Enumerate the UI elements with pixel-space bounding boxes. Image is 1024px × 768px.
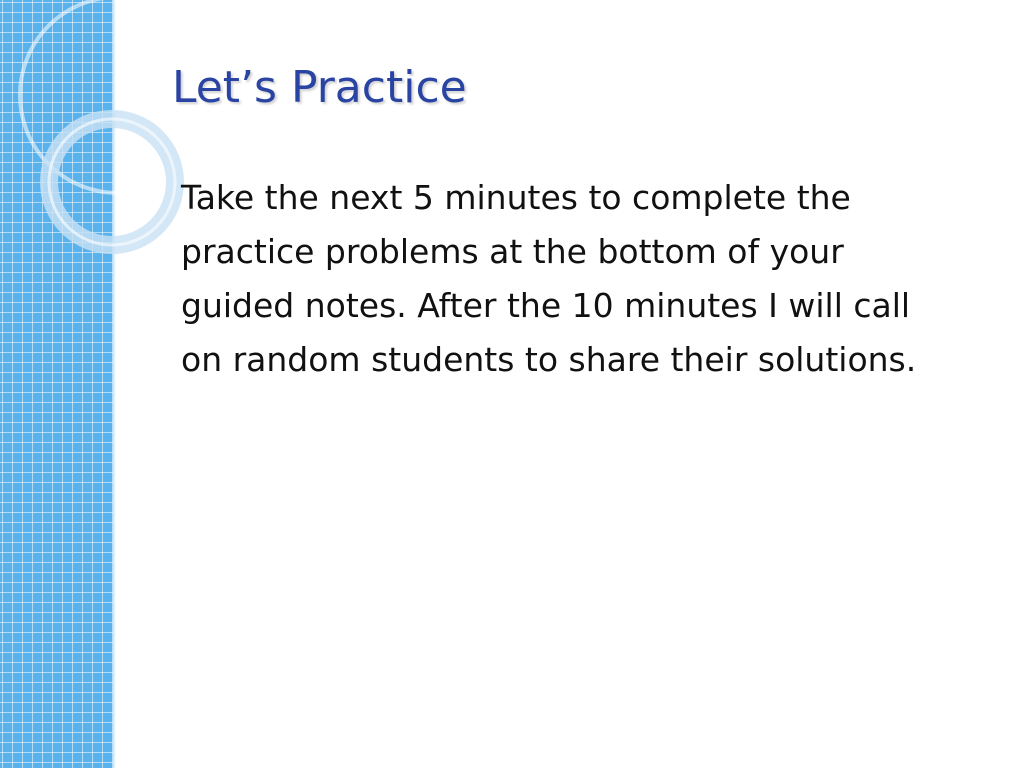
slide-title: Let’s Practice [172, 62, 467, 113]
decorative-rings-icon [0, 0, 160, 280]
slide-body-text: Take the next 5 minutes to complete the practice problems at the bottom of your guided notes. After the 10 minutes I will call on random students to share their solutions. [181, 178, 917, 379]
ring-medium-inner [49, 119, 175, 245]
